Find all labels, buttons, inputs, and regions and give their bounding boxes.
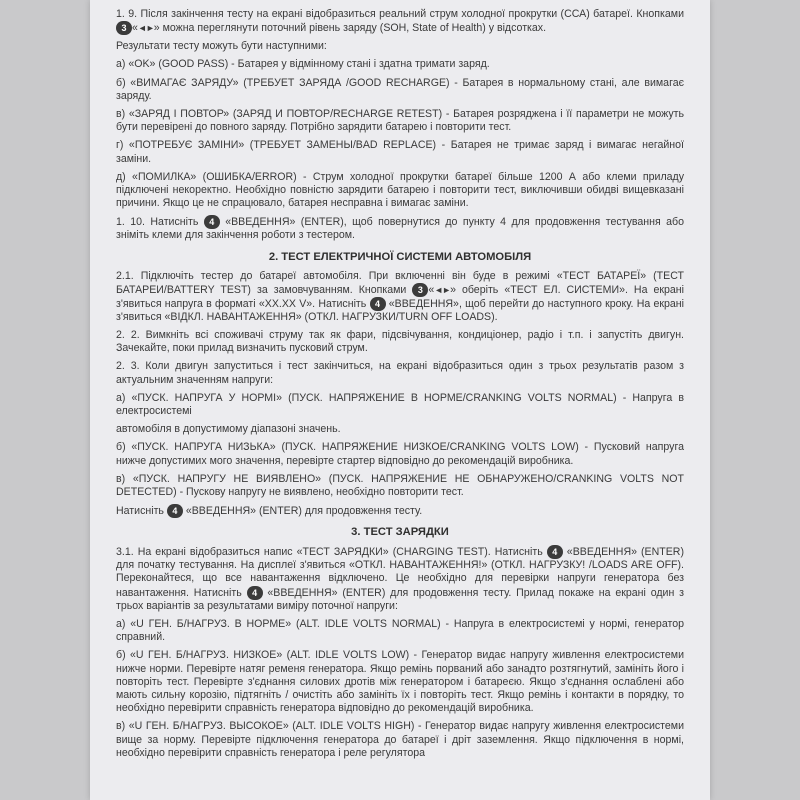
left-right-arrows-icon: ◄►	[434, 284, 451, 295]
text-span: 3.1. На екрані відобразиться напис «ТЕСТ ЗАРЯДКИ» (CHARGING TEST). Натисніть	[116, 546, 547, 559]
text-span: «	[132, 22, 138, 34]
text-span: «	[428, 283, 435, 296]
section-2-heading: 2. ТЕСТ ЕЛЕКТРИЧНОЇ СИСТЕМИ АВТОМОБІЛЯ	[268, 250, 532, 263]
results-intro: Результати тесту можуть бути наступними:	[116, 40, 327, 53]
text-span: » можна переглянути поточний рівень заряду (SOH, State of Health) у відсотках.	[153, 22, 547, 34]
text-span: «ВВЕДЕННЯ», щоб перейти до наступного кроку. На екрані з'явиться «ВІДКЛ. НАВАНТАЖЕННЯ» (ОТКЛ. НАГРУЗКИ/TURN OFF LOADS).	[116, 297, 684, 323]
text-span: 1. 10. Натисніть	[116, 216, 204, 229]
paragraph-3-1	[116, 545, 684, 613]
text-span: «ВВЕДЕННЯ» (ENTER) для продовження тесту. Прилад покаже на екрані один з трьох варіантів за результатами виміру поточної напруги:	[116, 586, 684, 612]
result-replace: г) «ПОТРЕБУЄ ЗАМІНИ» (ТРЕБУЕТ ЗАМЕНЫ/BAD REPLACE) - Батарея не тримає заряд і вимагає негайної заміни.	[116, 139, 684, 165]
paragraph-2-3: 2. 3. Коли двигун запуститься і тест закінчиться, на екрані відобразиться один з трьох результатів разом з актуальним значенням напруги:	[116, 360, 684, 386]
section-3-heading: 3. ТЕСТ ЗАРЯДКИ	[351, 526, 449, 539]
paragraph-1-10	[116, 215, 684, 242]
result-error: д) «ПОМИЛКА» (ОШИБКА/ERROR) - Струм холодної прокрутки батареї більше 1200 А або клеми приладу підключені некоректно. Необхідно повністю зарядити батарею і повторити тест, виключивши обидві вищевказані причини. Якщо це не спрацювало, батарея несправна і вимагає заміни.	[116, 170, 684, 210]
result-cranking-normal-cont: автомобіля в допустимому діапазоні значень.	[116, 423, 341, 436]
result-recharge-retest: в) «ЗАРЯД І ПОВТОР» (ЗАРЯД И ПОВТОР/RECHARGE RETEST) - Батарея розряджена і її параметри не можуть бути перевірені до повного заряду. Потрібно зарядити батарею і повторити тест.	[116, 108, 684, 134]
text-span: 2.1. Підключіть тестер до батареї автомобіля. При включенні він буде в режимі «ТЕСТ БАТАРЕЇ» (ТЕСТ БАТАРЕИ/BATTERY TEST) за замовчуванням. Кнопками	[116, 269, 684, 296]
result-alt-normal: а) «U ГЕН. Б/НАГРУЗ. В НОРМЕ» (ALT. IDLE VOLTS NORMAL) - Напруга в електросистемі у нормі, генератор справний.	[116, 617, 684, 644]
button-4-icon: 4	[370, 297, 386, 311]
result-ok: а) «OK» (GOOD PASS) - Батарея у відмінному стані і здатна тримати заряд.	[116, 58, 490, 71]
left-right-arrows-icon: ◄►	[137, 23, 154, 33]
document-page	[90, 0, 710, 800]
paragraph-1-9	[116, 8, 684, 35]
button-3-icon: 3	[116, 21, 132, 35]
paragraph-2-1	[116, 270, 684, 324]
page-content	[116, 8, 684, 765]
button-4-icon: 4	[247, 586, 263, 600]
text-span: «ВВЕДЕННЯ» (ENTER) для продовження тесту.	[182, 505, 423, 518]
result-alt-low: б) «U ГЕН. Б/НАГРУЗ. НИЗКОЕ» (ALT. IDLE VOLTS LOW) - Генератор видає напругу живлення електросистеми нижче норми. Перевірте натяг ременя генератора. Якщо ремінь порваний або занадто розтягнутий, замініть його і повторіть тест. Перевірте з'єднання силових дротів між генератором і батареєю. Якщо з'єднання ослаблені або мають сильну корозію, підтягніть / очистіть або замініть їх і повторіть тест. Якщо ремінь і контакти в порядку, то необхідно перевірити справність генератора відповідно до рекомендацій виробника.	[116, 649, 684, 715]
text-span: 1. 9. Після закінчення тесту на екрані відобразиться реальний струм холодної прокрутки (ССА) батареї. Кнопками	[116, 8, 684, 20]
result-cranking-normal: а) «ПУСК. НАПРУГА У НОРМІ» (ПУСК. НАПРЯЖЕНИЕ В НОРМЕ/CRANKING VOLTS NORMAL) - Напруга в електросистемі	[116, 391, 684, 418]
text-span: «ВВЕДЕННЯ» (ENTER) для початку тестування. На дисплеї з'явиться «ОТКЛ. НАВАНТАЖЕННЯ!» (ОТКЛ. НАГРУЗКУ! /LOADS ARE OFF). Переконайтеся, що все навантаження відключено. Це необхідно для перевірки напруги генератора без навантаження. Натисніть	[116, 546, 684, 599]
result-recharge: б) «ВИМАГАЄ ЗАРЯДУ» (ТРЕБУЕТ ЗАРЯДА /GOOD RECHARGE) - Батарея в нормальному стані, але вимагає заряду.	[116, 76, 684, 102]
button-4-icon: 4	[167, 504, 183, 518]
result-cranking-low: б) «ПУСК. НАПРУГА НИЗЬКА» (ПУСК. НАПРЯЖЕНИЕ НИЗКОЕ/CRANKING VOLTS LOW) - Пусковий напруга нижче допустимих мого значення, перевірте стартер відповідно до рекомендацій виробника.	[116, 441, 684, 467]
button-4-icon: 4	[204, 215, 220, 229]
button-4-icon: 4	[547, 545, 563, 559]
button-3-icon: 3	[412, 283, 428, 297]
result-alt-high: в) «U ГЕН. Б/НАГРУЗ. ВЫСОКОЕ» (ALT. IDLE VOLTS HIGH) - Генератор видає напругу живлення електросистеми вище за норму. Перевірте підключення генератора до батареї і дріт заземлення. Якщо підключення в нормі, необхідно перевірити справність генератора і реле регулятора	[116, 720, 684, 759]
result-cranking-not-detected: в) «ПУСК. НАПРУГУ НЕ ВИЯВЛЕНО» (ПУСК. НАПРЯЖЕНИЕ НЕ ОБНАРУЖЕНО/CRANKING VOLTS NOT DETECTED) - Пускову напругу не виявлено, необхідно повторити тест.	[116, 472, 684, 499]
text-span: Натисніть	[116, 505, 167, 518]
paragraph-2-press-enter	[116, 504, 684, 518]
text-span: «ВВЕДЕННЯ» (ENTER), щоб повернутися до пункту 4 для продовження тестування або зніміть клеми для закінчення роботи з тестером.	[116, 216, 685, 242]
text-span: » оберіть «ТЕСТ ЕЛ. СИСТЕМИ». На екрані з'явиться напруга в форматі «XX.XX V». Натисніть	[116, 283, 684, 310]
paragraph-2-2: 2. 2. Вимкніть всі споживачі струму так як фари, підсвічування, кондиціонер, радіо і т.п. і запустіть двигун. Зачекайте, поки прилад визначить пусковий струм.	[116, 329, 684, 355]
